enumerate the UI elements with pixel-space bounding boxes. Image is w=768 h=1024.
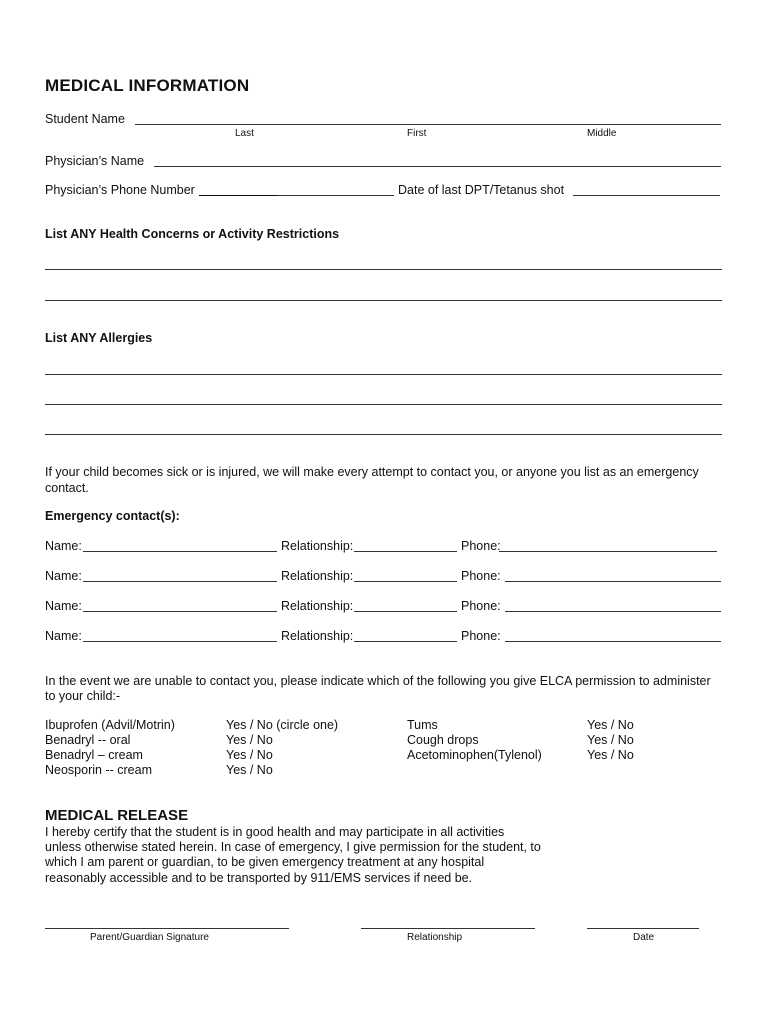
health-concerns-heading: List ANY Health Concerns or Activity Restrictions bbox=[45, 227, 340, 241]
medication-choice[interactable]: Yes / No bbox=[226, 733, 273, 747]
release-text-line: I hereby certify that the student is in good health and may participate in all activities bbox=[45, 825, 505, 839]
student-name-last-caption: Last bbox=[235, 128, 254, 139]
medication-choice[interactable]: Yes / No bbox=[226, 763, 273, 777]
medication-choice[interactable]: Yes / No bbox=[587, 733, 634, 747]
physician-phone-label: Physician’s Phone Number bbox=[45, 183, 195, 197]
medication-name: Cough drops bbox=[407, 733, 479, 747]
medication-name: Ibuprofen (Advil/Motrin) bbox=[45, 718, 175, 732]
sick-notice-line: If your child becomes sick or is injured, we will make every attempt to contact you, or anyone you list as an emergency bbox=[45, 465, 699, 479]
student-name-label: Student Name bbox=[45, 112, 125, 126]
contact-name-label: Name: bbox=[45, 599, 82, 613]
allergies-line[interactable] bbox=[45, 404, 722, 405]
dpt-date-field[interactable] bbox=[573, 195, 720, 196]
contact-phone-field[interactable] bbox=[505, 611, 721, 612]
contact-phone-label: Phone: bbox=[461, 539, 501, 553]
contact-relationship-field[interactable] bbox=[354, 581, 457, 582]
contact-name-label: Name: bbox=[45, 569, 82, 583]
contact-name-field[interactable] bbox=[83, 551, 277, 552]
signature-relationship-field[interactable] bbox=[361, 928, 535, 929]
contact-name-label: Name: bbox=[45, 539, 82, 553]
permission-notice-line: In the event we are unable to contact you, please indicate which of the following you give ELCA permission to administer bbox=[45, 674, 711, 688]
student-name-field[interactable] bbox=[135, 124, 721, 125]
medication-choice[interactable]: Yes / No bbox=[587, 748, 634, 762]
medication-choice[interactable]: Yes / No (circle one) bbox=[226, 718, 339, 732]
contact-relationship-label: Relationship: bbox=[281, 569, 354, 583]
medication-name: Acetominophen(Tylenol) bbox=[407, 748, 542, 762]
physician-name-label: Physician’s Name bbox=[45, 154, 145, 168]
contact-relationship-field[interactable] bbox=[354, 641, 457, 642]
contact-relationship-field[interactable] bbox=[354, 551, 457, 552]
medication-choice[interactable]: Yes / No bbox=[226, 748, 273, 762]
contact-name-field[interactable] bbox=[83, 641, 277, 642]
medication-name: Benadryl – cream bbox=[45, 748, 143, 762]
contact-phone-label: Phone: bbox=[461, 599, 501, 613]
contact-relationship-label: Relationship: bbox=[281, 599, 354, 613]
page-title: MEDICAL INFORMATION bbox=[45, 76, 250, 95]
contact-name-field[interactable] bbox=[83, 581, 277, 582]
allergies-line[interactable] bbox=[45, 434, 722, 435]
guardian-signature-field[interactable] bbox=[45, 928, 289, 929]
student-name-middle-caption: Middle bbox=[587, 128, 617, 139]
signature-date-caption: Date bbox=[633, 932, 655, 943]
permission-notice-line: to your child:- bbox=[45, 689, 121, 703]
physician-name-field[interactable] bbox=[154, 166, 721, 167]
sick-notice-line: contact. bbox=[45, 481, 89, 495]
guardian-signature-caption: Parent/Guardian Signature bbox=[90, 932, 209, 943]
physician-phone-field[interactable] bbox=[277, 195, 394, 196]
medication-name: Benadryl -- oral bbox=[45, 733, 131, 747]
emergency-contacts-heading: Emergency contact(s): bbox=[45, 509, 180, 523]
health-concerns-line[interactable] bbox=[45, 300, 722, 301]
contact-phone-label: Phone: bbox=[461, 629, 501, 643]
contact-phone-field[interactable] bbox=[505, 641, 721, 642]
release-text-line: reasonably accessible and to be transported by 911/EMS services if need be. bbox=[45, 871, 473, 885]
contact-relationship-label: Relationship: bbox=[281, 539, 354, 553]
physician-phone-field-bold[interactable] bbox=[199, 195, 277, 196]
signature-relationship-caption: Relationship bbox=[407, 932, 463, 943]
allergies-line[interactable] bbox=[45, 374, 722, 375]
contact-phone-field[interactable] bbox=[499, 551, 717, 552]
contact-phone-label: Phone: bbox=[461, 569, 501, 583]
medication-name: Tums bbox=[407, 718, 438, 732]
dpt-date-label: Date of last DPT/Tetanus shot bbox=[398, 183, 565, 197]
signature-date-field[interactable] bbox=[587, 928, 699, 929]
medication-choice[interactable]: Yes / No bbox=[587, 718, 634, 732]
contact-relationship-field[interactable] bbox=[354, 611, 457, 612]
contact-phone-field[interactable] bbox=[505, 581, 721, 582]
contact-name-field[interactable] bbox=[83, 611, 277, 612]
medication-name: Neosporin -- cream bbox=[45, 763, 152, 777]
health-concerns-line[interactable] bbox=[45, 269, 722, 270]
release-text-line: unless otherwise stated herein. In case of emergency, I give permission for the student, to bbox=[45, 840, 541, 854]
contact-relationship-label: Relationship: bbox=[281, 629, 354, 643]
student-name-first-caption: First bbox=[407, 128, 427, 139]
contact-name-label: Name: bbox=[45, 629, 82, 643]
medical-release-heading: MEDICAL RELEASE bbox=[45, 807, 189, 824]
allergies-heading: List ANY Allergies bbox=[45, 331, 153, 345]
release-text-line: which I am parent or guardian, to be given emergency treatment at any hospital bbox=[45, 855, 485, 869]
